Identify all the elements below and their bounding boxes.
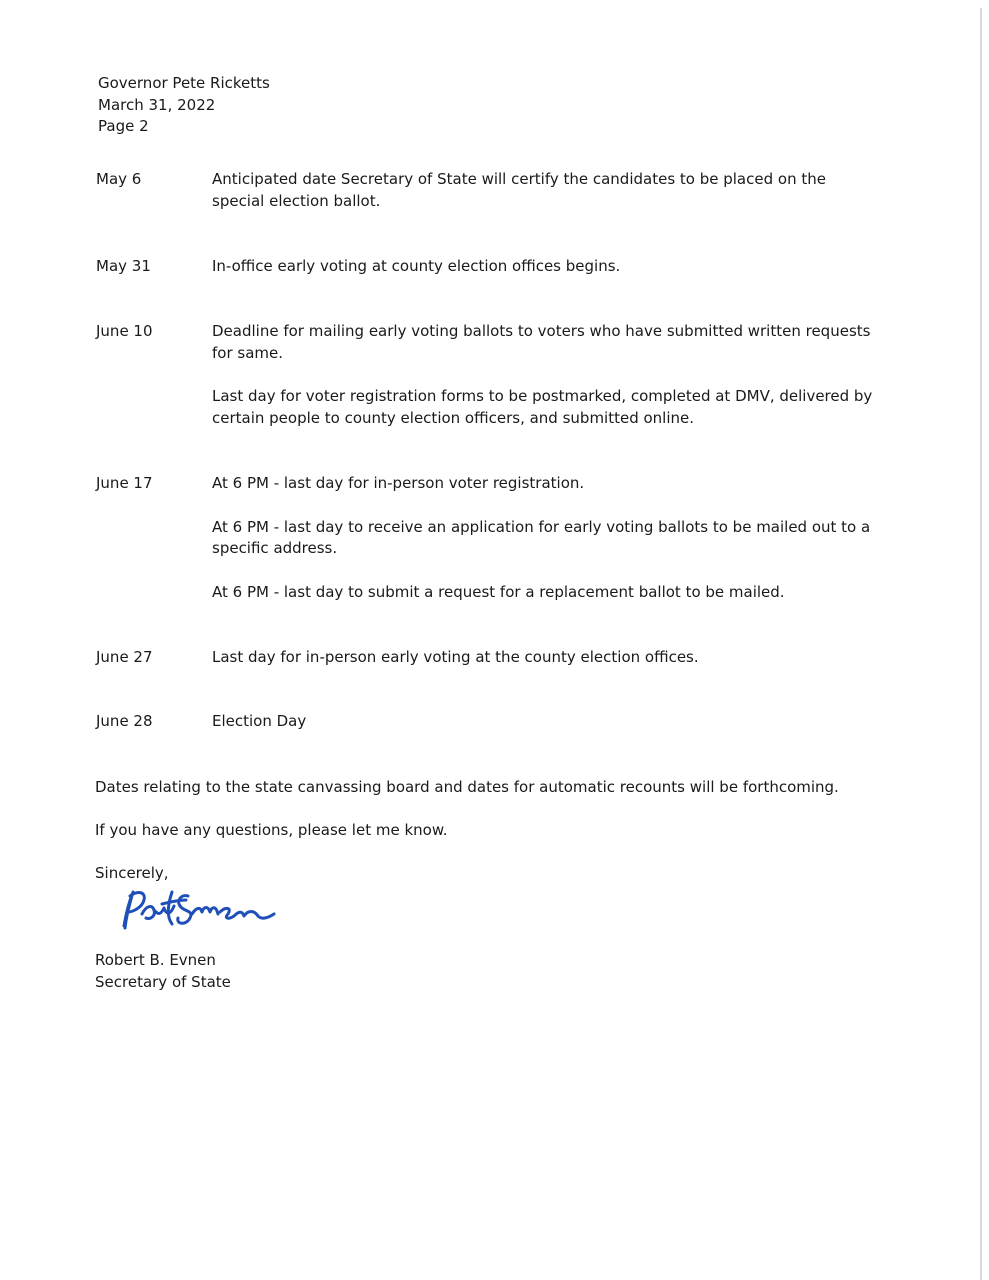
schedule-item: At 6 PM - last day to receive an application for early voting ballots to be mailed out to a specific address. bbox=[212, 517, 871, 557]
schedule-description bbox=[212, 169, 878, 212]
signature-image bbox=[116, 884, 296, 934]
closing-questions: If you have any questions, please let me know. bbox=[95, 821, 448, 839]
schedule-date: June 28 bbox=[96, 712, 153, 730]
schedule-date: May 31 bbox=[96, 257, 151, 275]
signer-title: Secretary of State bbox=[95, 972, 231, 991]
recipient-line: Governor Pete Ricketts bbox=[98, 74, 270, 92]
schedule-item: At 6 PM - last day for in-person voter registration. bbox=[212, 474, 585, 492]
schedule-description bbox=[212, 711, 878, 733]
signer-block bbox=[95, 950, 231, 993]
signer-name: Robert B. Evnen bbox=[95, 951, 216, 969]
schedule-item: Anticipated date Secretary of State will certify the candidates to be placed on the special election ballot. bbox=[212, 170, 826, 210]
schedule-date: May 6 bbox=[96, 170, 142, 188]
schedule-item: Election Day bbox=[212, 712, 307, 730]
date-line: March 31, 2022 bbox=[98, 95, 216, 114]
schedule-date: June 27 bbox=[96, 648, 153, 666]
schedule-item: Deadline for mailing early voting ballots to voters who have submitted written requests for same. bbox=[212, 322, 871, 362]
schedule-description bbox=[212, 321, 878, 429]
schedule-item: Last day for voter registration forms to be postmarked, completed at DMV, delivered by certain people to county election officers, and submitted online. bbox=[212, 387, 873, 427]
schedule-date: June 17 bbox=[96, 474, 153, 492]
scan-edge bbox=[980, 8, 982, 1280]
schedule-item: In-office early voting at county election offices begins. bbox=[212, 257, 621, 275]
schedule-item: Last day for in-person early voting at the county election offices. bbox=[212, 648, 699, 666]
schedule-date: June 10 bbox=[96, 322, 153, 340]
schedule-description bbox=[212, 256, 878, 278]
schedule-item: At 6 PM - last day to submit a request for a replacement ballot to be mailed. bbox=[212, 582, 785, 601]
schedule-description bbox=[212, 647, 878, 669]
schedule-description bbox=[212, 473, 878, 603]
letter-header bbox=[98, 73, 270, 138]
salutation: Sincerely, bbox=[95, 864, 169, 882]
page-number: Page 2 bbox=[98, 117, 149, 135]
closing-note: Dates relating to the state canvassing board and dates for automatic recounts will be forthcoming. bbox=[95, 778, 839, 796]
